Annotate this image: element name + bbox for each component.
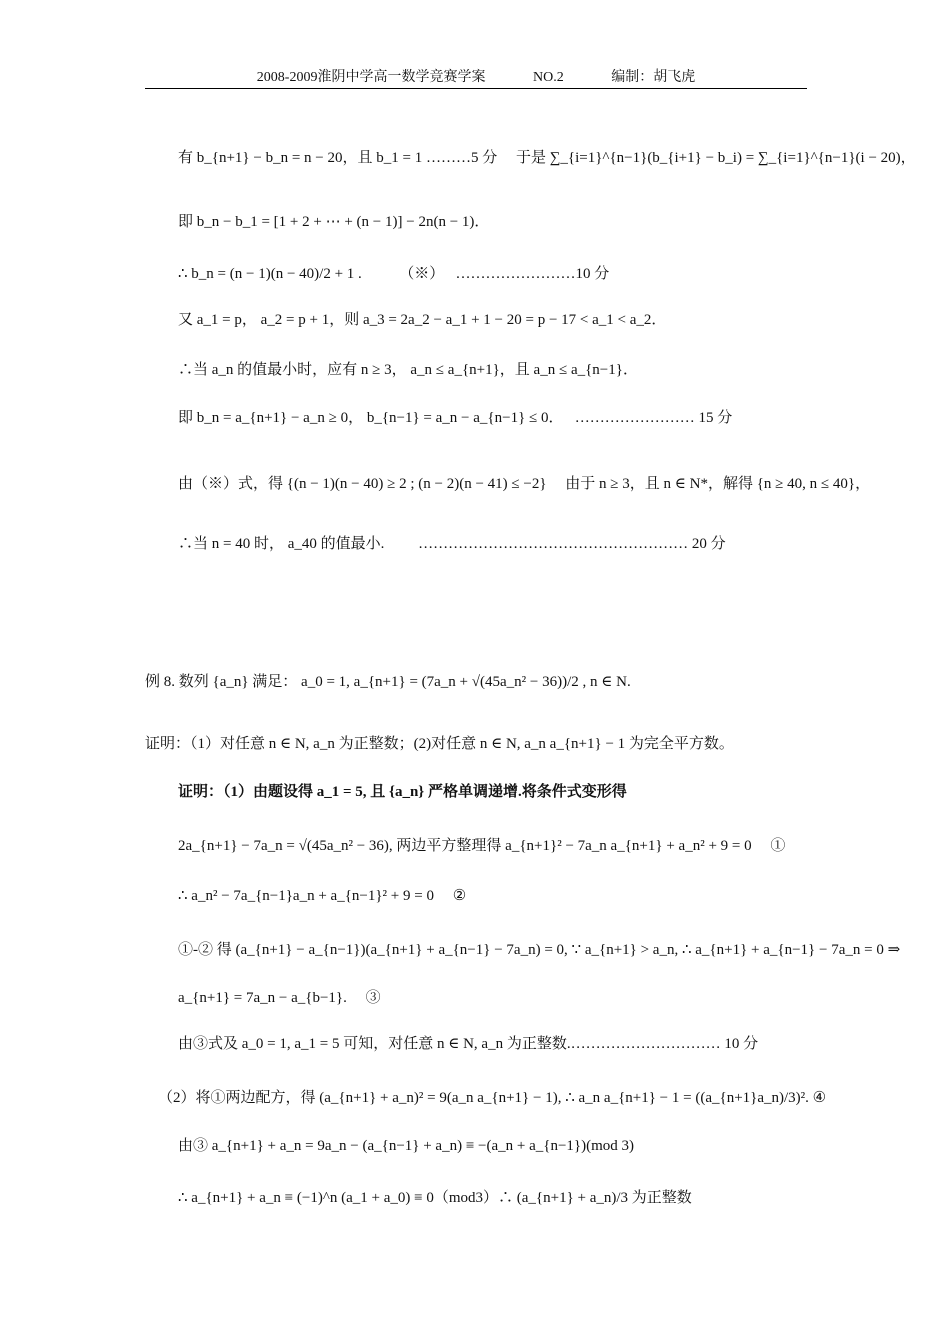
header-title: 2008-2009淮阴中学高一数学竞赛学案 (256, 70, 486, 85)
text-line: 又 a_1 = p， a_2 = p + 1，则 a_3 = 2a_2 − a_1 + 1 − 20 = p − 17 < a_1 < a_2． (178, 312, 667, 328)
header-editor: 编制：胡飞虎 (611, 70, 696, 85)
text-line: ∴ b_n = (n − 1)(n − 40)/2 + 1 . （※） ……………………10 分 (178, 266, 610, 282)
text-line: 有 b_{n+1} − b_n = n − 20，且 b_1 = 1 ………5 分 于是 ∑_{i=1}^{n−1}(b_{i+1} − b_i) = ∑_{i=1}^{n−1}(i − 20)， (178, 150, 916, 166)
text-line: ∴当 n = 40 时， a_40 的值最小. ……………………………………………… 20 分 (178, 536, 726, 552)
text-line: a_{n+1} = 7a_n − a_{b−1}. ③ (178, 990, 381, 1006)
text-line: 即 b_n = a_{n+1} − a_n ≥ 0， b_{n−1} = a_n − a_{n−1} ≤ 0． …………………… 15 分 (178, 410, 733, 426)
text-line: 2a_{n+1} − 7a_n = √(45a_n² − 36), 两边平方整理得 a_{n+1}² − 7a_n a_{n+1} + a_n² + 9 = 0 ① (178, 838, 786, 854)
text-line: ∴当 a_n 的值最小时，应有 n ≥ 3， a_n ≤ a_{n+1}，且 a_n ≤ a_{n−1}． (178, 362, 638, 378)
text-line: ∴ a_{n+1} + a_n ≡ (−1)^n (a_1 + a_0) ≡ 0（mod3）∴ (a_{n+1} + a_n)/3 为正整数 (178, 1190, 692, 1206)
text-line: 即 b_n − b_1 = [1 + 2 + ⋯ + (n − 1)] − 2n(n − 1)． (178, 214, 490, 230)
problem-statement: 证明：（1）对任意 n ∈ N, a_n 为正整数；(2)对任意 n ∈ N, a_n a_{n+1} − 1 为完全平方数。 (145, 736, 734, 752)
header-no: NO.2 (532, 70, 564, 85)
page-header (145, 66, 807, 89)
text-line: 由③ a_{n+1} + a_n = 9a_n − (a_{n−1} + a_n) ≡ −(a_n + a_{n−1})(mod 3) (178, 1138, 635, 1154)
proof-start: 证明：（1）由题设得 a_1 = 5, 且 {a_n} 严格单调递增.将条件式变形得 (178, 784, 627, 800)
text-line: （2）将①两边配方，得 (a_{n+1} + a_n)² = 9(a_n a_{n+1} − 1), ∴ a_n a_{n+1} − 1 = ((a_{n+1}a_n)/3)². ④ (158, 1090, 827, 1106)
text-line: 由③式及 a_0 = 1, a_1 = 5 可知，对任意 n ∈ N, a_n 为正整数.………………………… 10 分 (178, 1036, 759, 1052)
text-line: ①-② 得 (a_{n+1} − a_{n−1})(a_{n+1} + a_{n−1} − 7a_n) = 0, ∵ a_{n+1} > a_n, ∴ a_{n+1} + a_{n−1} − 7a_n = 0 ⇒ (178, 942, 901, 958)
text-line: 由（※）式，得 {(n − 1)(n − 40) ≥ 2 ; (n − 2)(n − 41) ≤ −2} 由于 n ≥ 3，且 n ∈ N*，解得 {n ≥ 40, n ≤ 40}， (178, 476, 871, 492)
text-line: ∴ a_n² − 7a_{n−1}a_n + a_{n−1}² + 9 = 0 ② (178, 888, 467, 904)
example-title-line: 例 8. 数列 {a_n} 满足： a_0 = 1, a_{n+1} = (7a_n + √(45a_n² − 36))/2 , n ∈ N. (145, 674, 631, 690)
